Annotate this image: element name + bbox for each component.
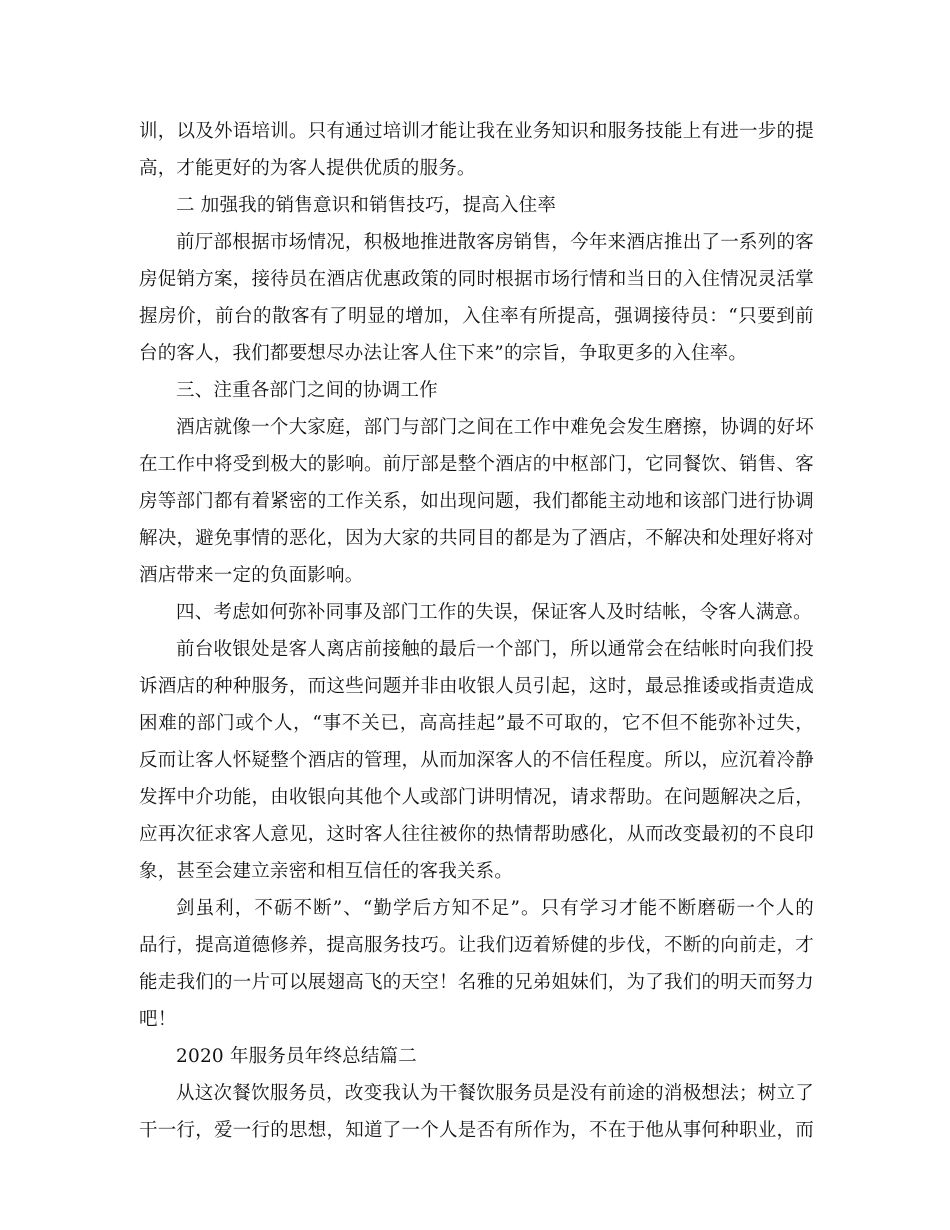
- text-line: 品行，提高道德修养，提高服务技巧。让我们迈着矫健的步伐，不断的向前走，才: [139, 935, 814, 956]
- document-body: [139, 113, 814, 1149]
- paragraph-first-line: 前厅部根据市场情况，积极地推进散客房销售，今年来酒店推出了一系列的客: [176, 232, 814, 253]
- text-line: 解决，避免事情的恶化，因为大家的共同目的都是为了酒店，不解决和处理好将对: [139, 528, 814, 549]
- section-heading: 四、考虑如何弥补同事及部门工作的失误，保证客人及时结帐，令客人满意。: [176, 602, 812, 623]
- text-line: 在工作中将受到极大的影响。前厅部是整个酒店的中枢部门，它同餐饮、销售、客: [139, 454, 814, 475]
- paragraph-first-line: 酒店就像一个大家庭，部门与部门之间在工作中难免会发生磨擦，协调的好坏: [176, 417, 814, 438]
- text-line: 发挥中介功能，由收银向其他个人或部门讲明情况，请求帮助。在问题解决之后，: [139, 787, 814, 808]
- text-line: 训，以及外语培训。只有通过培训才能让我在业务知识和服务技能上有进一步的提: [139, 121, 814, 142]
- text-line: 反而让客人怀疑整个酒店的管理，从而加深客人的不信任程度。所以，应沉着冷静: [139, 750, 814, 771]
- section-heading: 2020 年服务员年终总结篇二: [176, 1046, 417, 1067]
- text-line: 房促销方案，接待员在酒店优惠政策的同时根据市场行情和当日的入住情况灵活掌: [139, 269, 814, 290]
- paragraph-first-line: 从这次餐饮服务员，改变我认为干餐饮服务员是没有前途的消极想法；树立了: [176, 1083, 814, 1104]
- text-line: 应再次征求客人意见，这时客人往往被你的热情帮助感化，从而改变最初的不良印: [139, 824, 814, 845]
- text-line: 台的客人，我们都要想尽办法让客人住下来”的宗旨，争取更多的入住率。: [139, 343, 748, 364]
- text-line: 困难的部门或个人，“事不关已，高高挂起”最不可取的，它不但不能弥补过失，: [139, 713, 814, 734]
- text-line: 象，甚至会建立亲密和相互信任的客我关系。: [139, 861, 514, 882]
- text-line: 酒店带来一定的负面影响。: [139, 565, 364, 586]
- text-line: 房等部门都有着紧密的工作关系，如出现问题，我们都能主动地和该部门进行协调: [139, 491, 814, 512]
- section-heading: 二 加强我的销售意识和销售技巧，提高入住率: [176, 195, 557, 216]
- text-line: 诉酒店的种种服务，而这些问题并非由收银人员引起，这时，最忌推诿或指责造成: [139, 676, 814, 697]
- text-line: 高，才能更好的为客人提供优质的服务。: [139, 158, 476, 179]
- text-line: 能走我们的一片可以展翅高飞的天空！名雅的兄弟姐妹们，为了我们的明天而努力: [139, 972, 814, 993]
- paragraph-first-line: 剑虽利，不砺不断”、“勤学后方知不足”。只有学习才能不断磨砺一个人的: [176, 898, 814, 919]
- text-line: 握房价，前台的散客有了明显的增加，入住率有所提高，强调接待员：“只要到前: [139, 306, 814, 327]
- paragraph-first-line: 前台收银处是客人离店前接触的最后一个部门，所以通常会在结帐时向我们投: [176, 639, 814, 660]
- text-line: 干一行，爱一行的思想，知道了一个人是否有所作为，不在于他从事何种职业，而: [139, 1120, 814, 1141]
- text-line: 吧！: [139, 1009, 177, 1030]
- section-heading: 三、注重各部门之间的协调工作: [176, 380, 438, 401]
